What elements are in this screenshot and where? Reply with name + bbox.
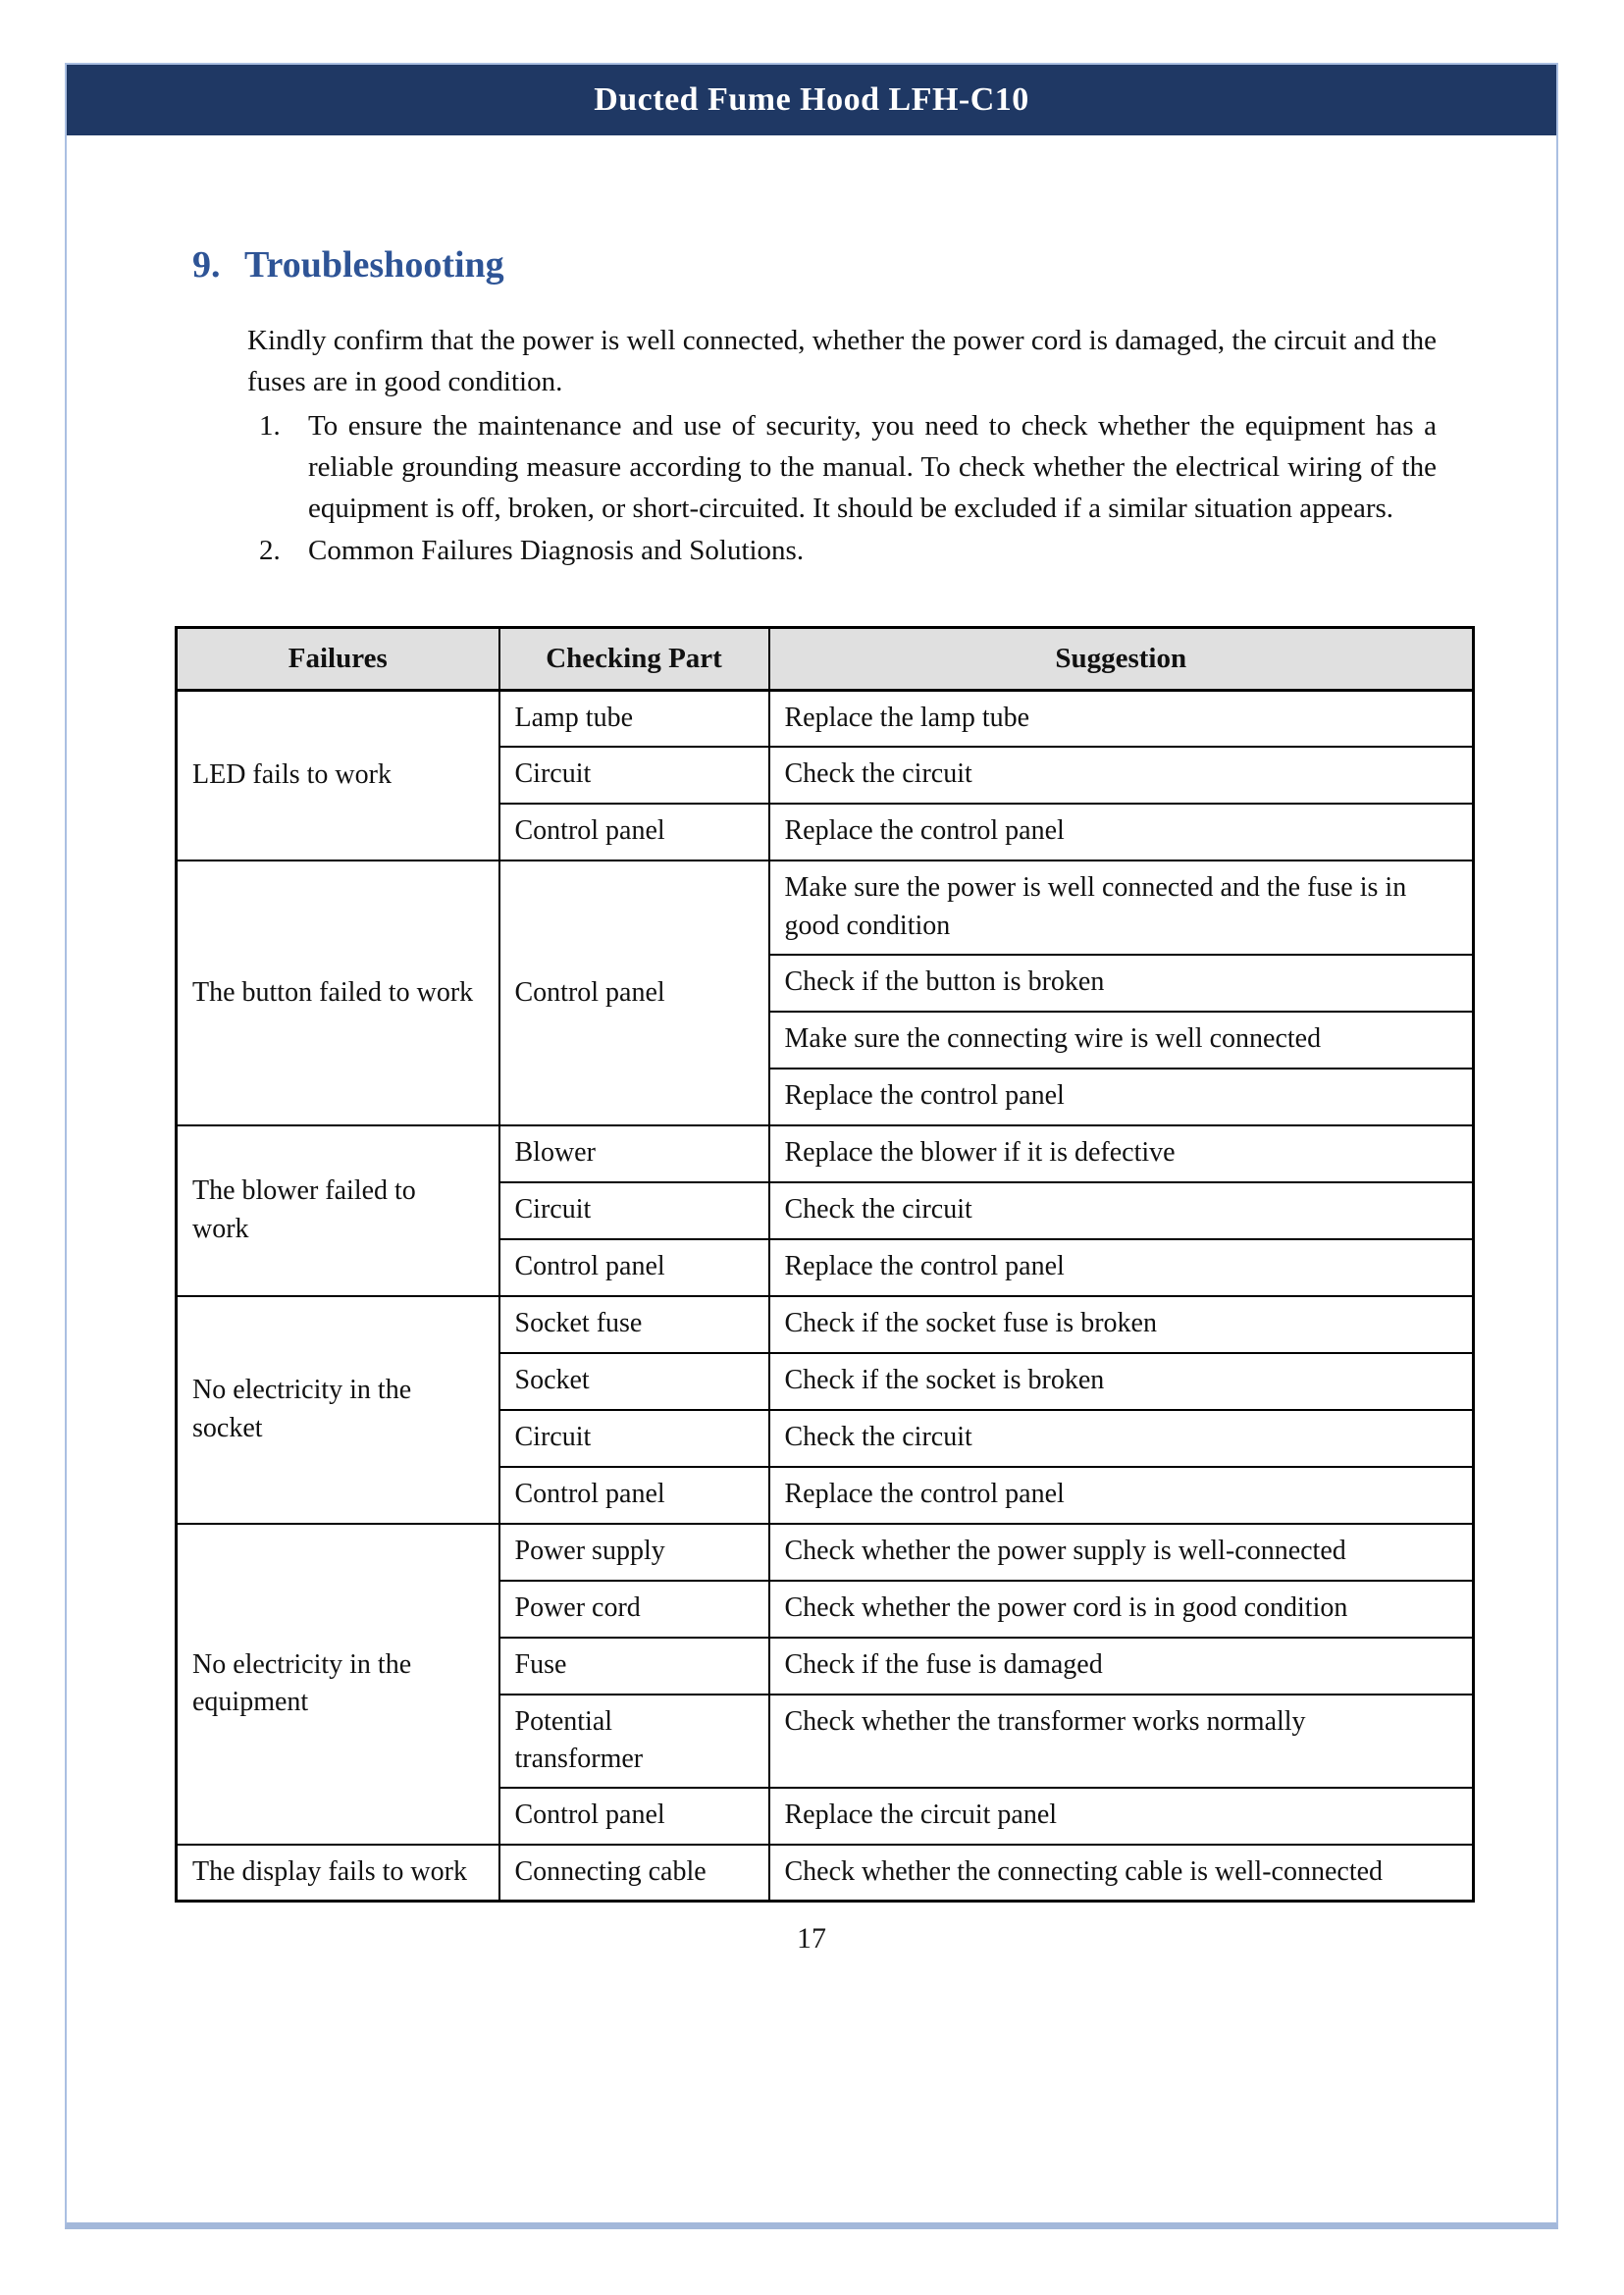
- part-cell: Socket: [499, 1353, 769, 1410]
- suggestion-cell: Check whether the transformer works normally: [769, 1695, 1474, 1788]
- table-header-row: [177, 627, 1474, 690]
- failure-cell: The display fails to work: [177, 1845, 499, 1902]
- troubleshooting-table: [175, 626, 1475, 1904]
- table-row: [177, 861, 1474, 954]
- failure-cell: No electricity in the equipment: [177, 1524, 499, 1845]
- column-header-failures: Failures: [177, 627, 499, 690]
- table-row: [177, 690, 1474, 747]
- part-cell: Circuit: [499, 1410, 769, 1467]
- list-item-number: 2.: [259, 534, 281, 566]
- suggestion-cell: Replace the control panel: [769, 1467, 1474, 1524]
- suggestion-cell: Make sure the power is well connected and the fuse is in good condition: [769, 861, 1474, 954]
- suggestion-cell: Check whether the power cord is in good condition: [769, 1581, 1474, 1638]
- failure-cell: No electricity in the socket: [177, 1296, 499, 1524]
- intro-paragraph: Kindly confirm that the power is well connected, whether the power cord is damaged, the circuit and the fuses are in good condition.: [247, 325, 1437, 398]
- suggestion-cell: Replace the control panel: [769, 1069, 1474, 1125]
- section-heading: [192, 243, 1556, 287]
- document-title: Ducted Fume Hood LFH-C10: [594, 81, 1029, 118]
- part-cell: Potential transformer: [499, 1695, 769, 1788]
- suggestion-cell: Check if the socket fuse is broken: [769, 1296, 1474, 1353]
- list-item: [259, 530, 1437, 571]
- table-row: [177, 1296, 1474, 1353]
- part-cell: Control panel: [499, 804, 769, 861]
- suggestion-cell: Make sure the connecting wire is well connected: [769, 1012, 1474, 1069]
- suggestion-cell: Check if the fuse is damaged: [769, 1638, 1474, 1695]
- part-cell: Control panel: [499, 1239, 769, 1296]
- part-cell: Circuit: [499, 1182, 769, 1239]
- part-cell: Lamp tube: [499, 690, 769, 747]
- list-item-number: 1.: [259, 409, 281, 442]
- suggestion-cell: Check the circuit: [769, 1182, 1474, 1239]
- failure-cell: The blower failed to work: [177, 1125, 499, 1296]
- table-row: [177, 1524, 1474, 1581]
- suggestion-cell: Check whether the power supply is well-connected: [769, 1524, 1474, 1581]
- section-number: 9.: [192, 244, 221, 286]
- suggestion-cell: Replace the control panel: [769, 804, 1474, 861]
- suggestion-cell: Check the circuit: [769, 747, 1474, 804]
- suggestion-cell: Check the circuit: [769, 1410, 1474, 1467]
- table-row: [177, 1845, 1474, 1902]
- list-item-text: Common Failures Diagnosis and Solutions.: [308, 534, 805, 566]
- page-number: 17: [797, 1922, 826, 1956]
- failure-cell: LED fails to work: [177, 690, 499, 861]
- part-cell: Power cord: [499, 1581, 769, 1638]
- part-cell: Circuit: [499, 747, 769, 804]
- suggestion-cell: Replace the blower if it is defective: [769, 1125, 1474, 1182]
- suggestion-cell: Check if the socket is broken: [769, 1353, 1474, 1410]
- suggestion-cell: Replace the control panel: [769, 1239, 1474, 1296]
- suggestion-cell: Check whether the connecting cable is well-connected: [769, 1845, 1474, 1902]
- part-cell: Fuse: [499, 1638, 769, 1695]
- page-header-bar: [67, 65, 1556, 135]
- page-frame: [65, 63, 1558, 2229]
- table-row: [177, 1125, 1474, 1182]
- part-cell: Socket fuse: [499, 1296, 769, 1353]
- list-item: [259, 405, 1437, 530]
- column-header-suggestion: Suggestion: [769, 627, 1474, 690]
- list-item-text: To ensure the maintenance and use of security, you need to check whether the equipment has a reliable grounding measure according to the manual. To check whether the electrical wiring of the equipment is off, broken, or short-circuited. It should be excluded if a similar situation appears.: [308, 409, 1437, 525]
- section-title: Troubleshooting: [244, 244, 504, 286]
- part-cell: Blower: [499, 1125, 769, 1182]
- failure-cell: The button failed to work: [177, 861, 499, 1124]
- part-cell: Connecting cable: [499, 1845, 769, 1902]
- part-cell: Control panel: [499, 1467, 769, 1524]
- part-cell: Control panel: [499, 1788, 769, 1845]
- part-cell: Power supply: [499, 1524, 769, 1581]
- ordered-list: [259, 405, 1437, 571]
- suggestion-cell: Check if the button is broken: [769, 955, 1474, 1012]
- suggestion-cell: Replace the lamp tube: [769, 690, 1474, 747]
- suggestion-cell: Replace the circuit panel: [769, 1788, 1474, 1845]
- column-header-checking-part: Checking Part: [499, 627, 769, 690]
- part-cell: Control panel: [499, 861, 769, 1124]
